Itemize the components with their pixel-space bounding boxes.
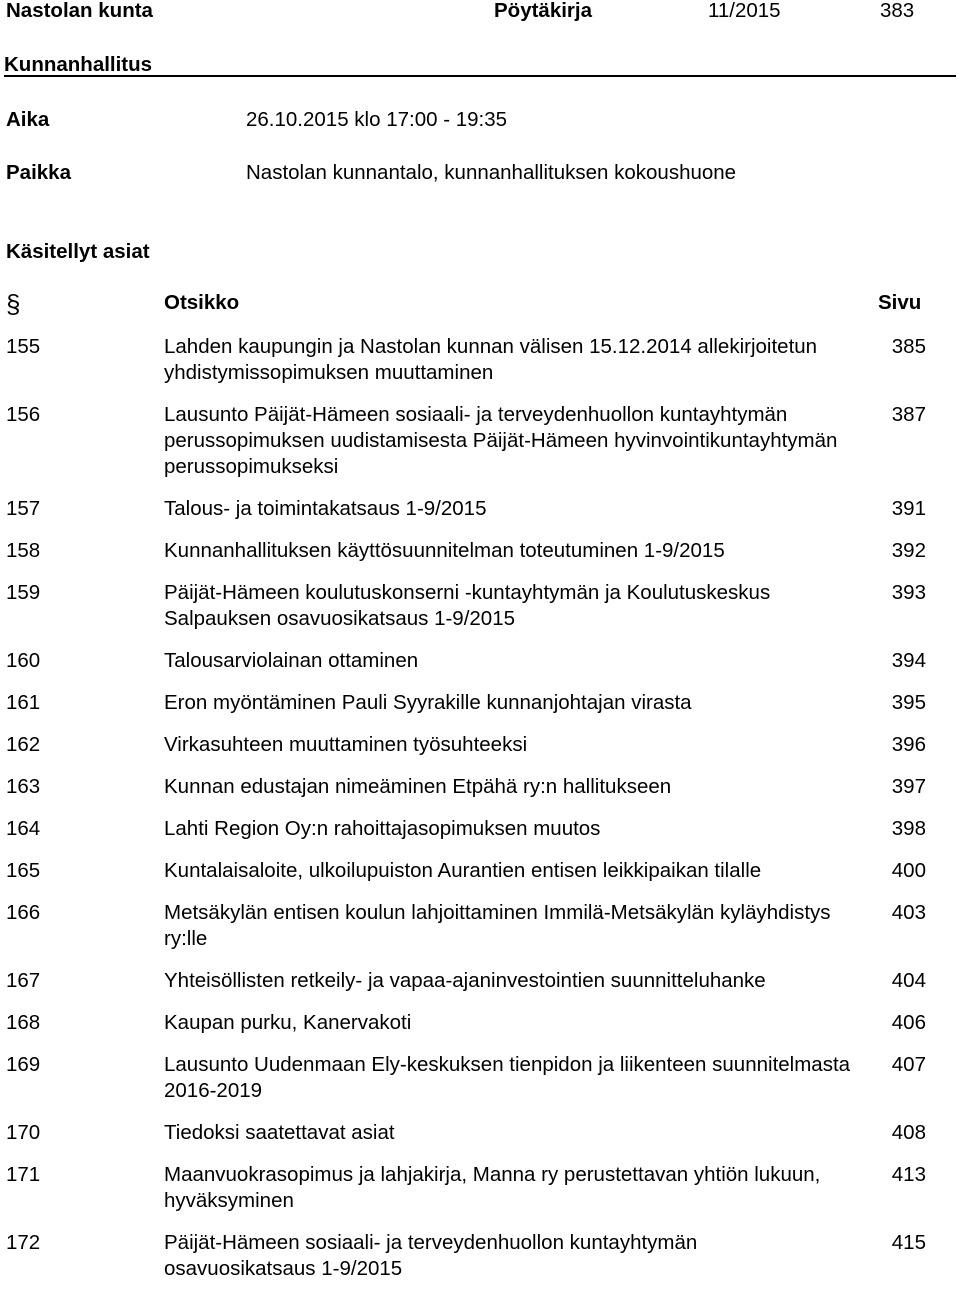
municipality-name: Nastolan kunta — [6, 0, 153, 22]
item-title: Kuntalaisaloite, ulkoilupuiston Aurantien entisen leikkipaikan tilalle — [164, 859, 762, 882]
item-number: 172 — [6, 1231, 41, 1254]
item-title: Maanvuokrasopimus ja lahjakirja, Manna ry perustettavan yhtiön lukuun, hyväksyminen — [164, 1163, 821, 1212]
governing-body: Kunnanhallitus — [4, 53, 153, 76]
item-page: 413 — [891, 1163, 926, 1186]
agenda-item — [0, 1052, 960, 1104]
section-heading: Käsitellyt asiat — [6, 240, 150, 263]
item-number: 166 — [6, 901, 41, 924]
agenda-item — [0, 1120, 960, 1146]
item-number: 160 — [6, 649, 41, 672]
item-number: 164 — [6, 817, 41, 840]
place-value: Nastolan kunnantalo, kunnanhallituksen kokoushuone — [246, 161, 737, 184]
time-value: 26.10.2015 klo 17:00 - 19:35 — [246, 108, 508, 131]
item-title: Metsäkylän entisen koulun lahjoittaminen Immilä-Metsäkylän kyläyhdistys ry:lle — [164, 901, 831, 950]
agenda-item — [0, 1162, 960, 1214]
section-sign-icon: § — [6, 289, 21, 319]
item-number: 169 — [6, 1053, 41, 1076]
item-page: 400 — [891, 859, 926, 882]
item-page: 403 — [891, 901, 926, 924]
item-page: 397 — [891, 775, 926, 798]
item-page: 408 — [891, 1121, 926, 1144]
item-page: 415 — [891, 1231, 926, 1254]
item-title: Talousarviolainan ottaminen — [164, 649, 419, 672]
item-title: Kaupan purku, Kanervakoti — [164, 1011, 412, 1034]
item-title: Yhteisöllisten retkeily- ja vapaa-ajaninvestointien suunnitteluhanke — [164, 969, 766, 992]
item-number: 159 — [6, 581, 41, 604]
item-page: 404 — [891, 969, 926, 992]
agenda-item — [0, 690, 960, 716]
header-divider — [4, 75, 956, 77]
item-number: 157 — [6, 497, 41, 520]
agenda-item — [0, 1230, 960, 1282]
item-title: Talous- ja toimintakatsaus 1-9/2015 — [164, 497, 487, 520]
item-title: Lahden kaupungin ja Nastolan kunnan välisen 15.12.2014 allekirjoitetun yhdistymissopimuksen muuttaminen — [164, 335, 818, 384]
page-number: 383 — [880, 0, 915, 22]
item-title: Päijät-Hämeen koulutuskonserni -kuntayhtymän ja Koulutuskeskus Salpauksen osavuosikatsaus 1-9/2015 — [164, 581, 771, 630]
item-number: 158 — [6, 539, 41, 562]
agenda-item — [0, 968, 960, 994]
agenda-item — [0, 1010, 960, 1036]
place-label: Paikka — [6, 161, 71, 184]
item-page: 387 — [891, 403, 926, 426]
item-number: 163 — [6, 775, 41, 798]
agenda-item — [0, 580, 960, 632]
document-number: 11/2015 — [708, 0, 781, 22]
item-number: 165 — [6, 859, 41, 882]
item-page: 393 — [891, 581, 926, 604]
document-type: Pöytäkirja — [494, 0, 592, 22]
agenda-item — [0, 334, 960, 386]
agenda-item — [0, 732, 960, 758]
item-title: Tiedoksi saatettavat asiat — [164, 1121, 395, 1144]
agenda-item — [0, 900, 960, 952]
item-number: 168 — [6, 1011, 41, 1034]
agenda-item — [0, 402, 960, 480]
item-title: Virkasuhteen muuttaminen työsuhteeksi — [164, 733, 528, 756]
item-page: 391 — [891, 497, 926, 520]
agenda-item — [0, 648, 960, 674]
item-title: Eron myöntäminen Pauli Syyrakille kunnanjohtajan virasta — [164, 691, 692, 714]
item-page: 394 — [891, 649, 926, 672]
item-number: 155 — [6, 335, 41, 358]
item-title: Lahti Region Oy:n rahoittajasopimuksen muutos — [164, 817, 601, 840]
item-page: 398 — [891, 817, 926, 840]
agenda-item — [0, 816, 960, 842]
agenda-item — [0, 774, 960, 800]
column-header-page: Sivu — [878, 291, 922, 314]
time-label: Aika — [6, 108, 50, 131]
item-title: Lausunto Päijät-Hämeen sosiaali- ja terveydenhuollon kuntayhtymän perussopimuksen uudistamisesta Päijät-Hämeen hyvinvointikuntayhtymän perussopimukseksi — [164, 403, 838, 478]
item-number: 167 — [6, 969, 41, 992]
agenda-item — [0, 538, 960, 564]
column-header-title: Otsikko — [164, 291, 240, 314]
item-number: 171 — [6, 1163, 41, 1186]
agenda-items-list — [0, 334, 960, 1298]
item-number: 156 — [6, 403, 41, 426]
item-number: 161 — [6, 691, 41, 714]
item-page: 406 — [891, 1011, 926, 1034]
item-page: 395 — [891, 691, 926, 714]
item-title: Lausunto Uudenmaan Ely-keskuksen tienpidon ja liikenteen suunnitelmasta 2016-2019 — [164, 1053, 851, 1102]
item-page: 407 — [891, 1053, 926, 1076]
item-page: 392 — [891, 539, 926, 562]
item-number: 162 — [6, 733, 41, 756]
agenda-item — [0, 496, 960, 522]
item-page: 396 — [891, 733, 926, 756]
item-title: Päijät-Hämeen sosiaali- ja terveydenhuollon kuntayhtymän osavuosikatsaus 1-9/2015 — [164, 1231, 698, 1280]
item-title: Kunnanhallituksen käyttösuunnitelman toteutuminen 1-9/2015 — [164, 539, 725, 562]
item-page: 385 — [891, 335, 926, 358]
item-number: 170 — [6, 1121, 41, 1144]
item-title: Kunnan edustajan nimeäminen Etpähä ry:n hallitukseen — [164, 775, 672, 798]
agenda-item — [0, 858, 960, 884]
